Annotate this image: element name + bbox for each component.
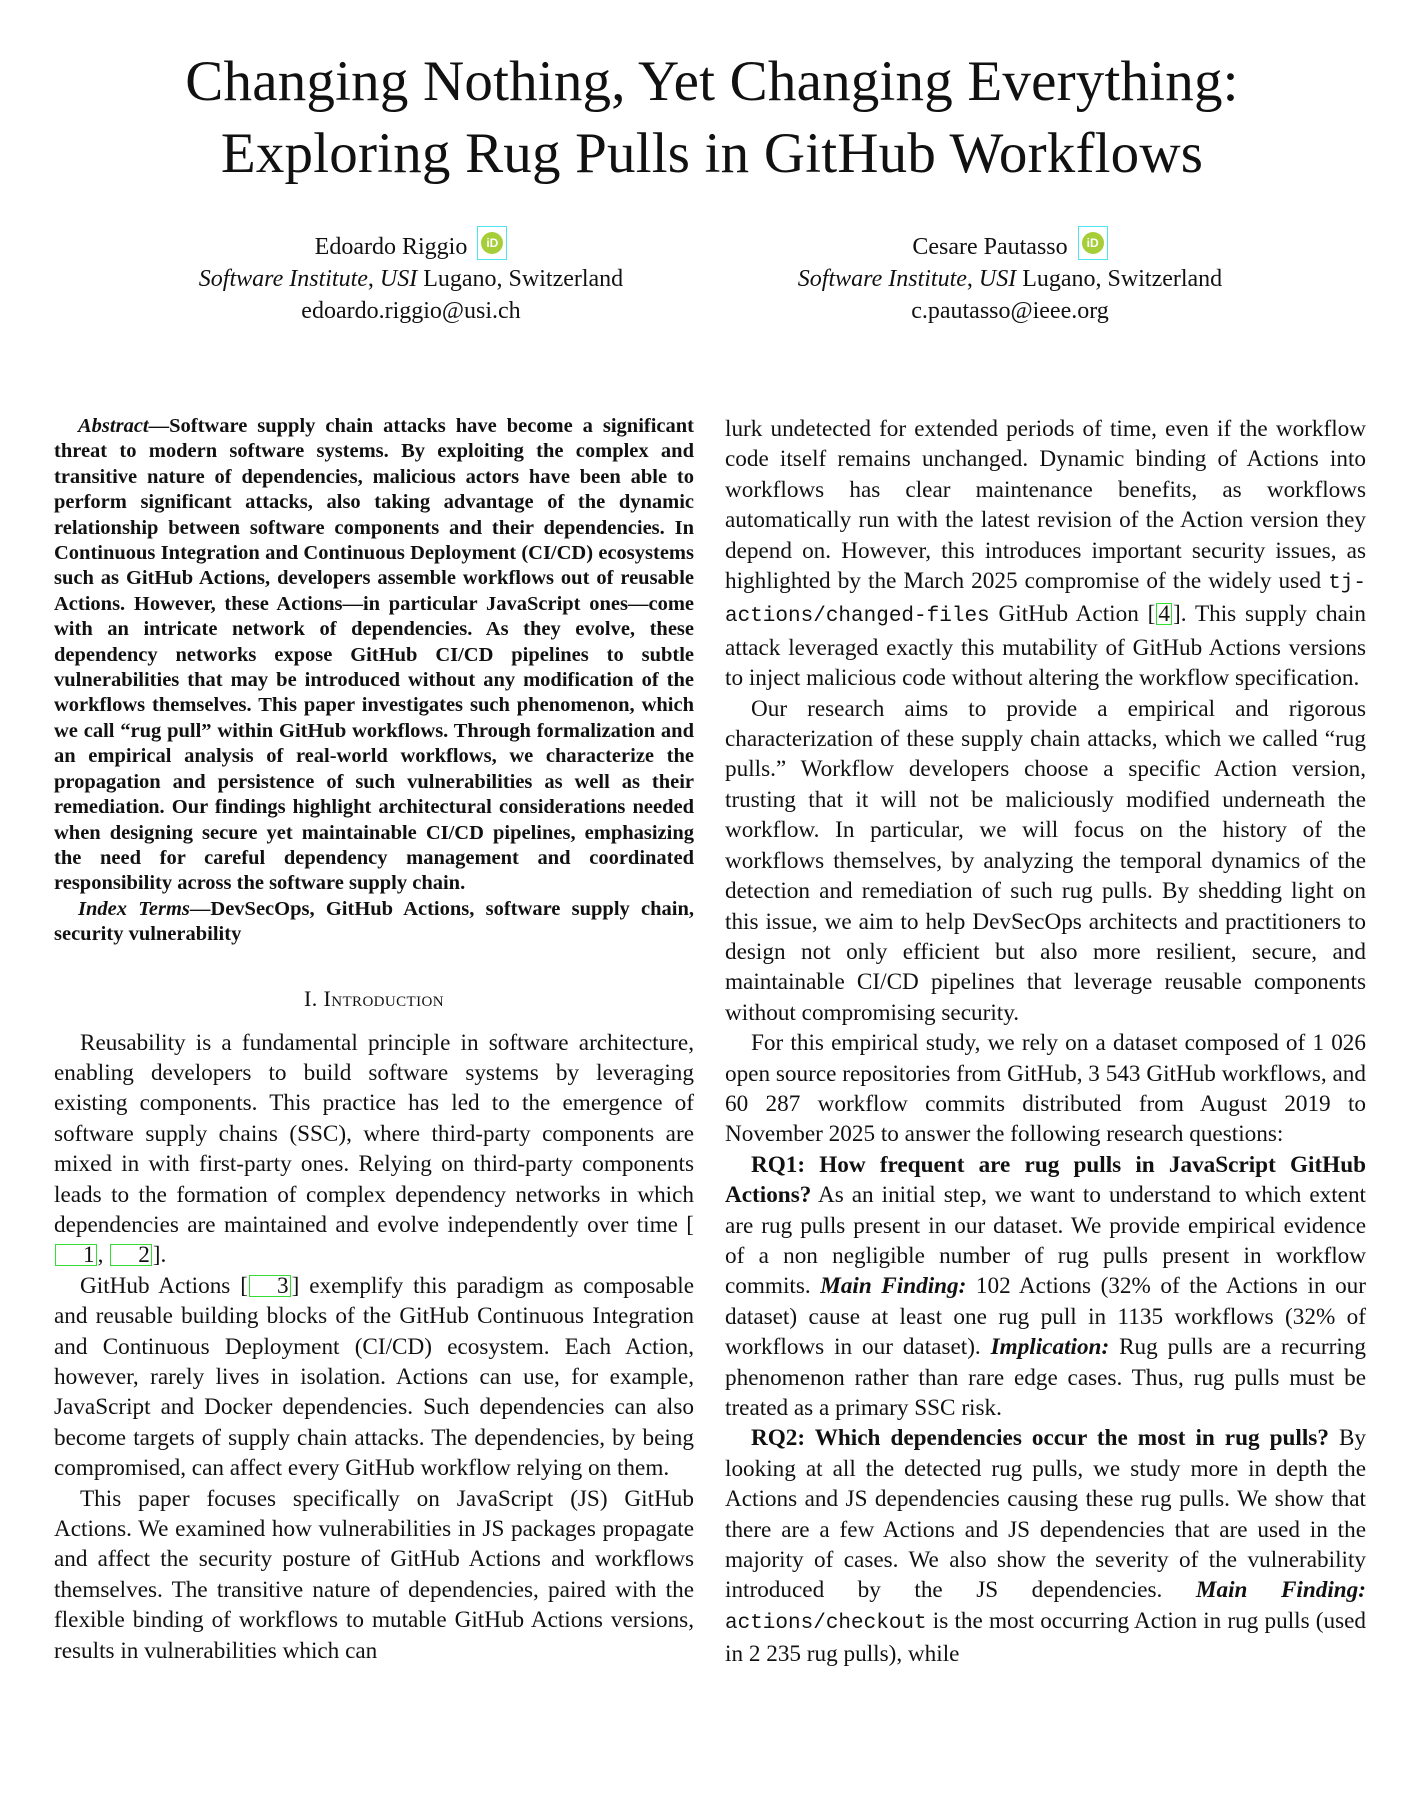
intro-paragraph-2: GitHub Actions [ 3 ] exemplify this paradigm as composable and reusable building blocks of the GitHub Continuous Integration and Continuous Deployment (CI/CD) ecosystem. Each Action, however, rarely lives in isolation. Actions can use, for example, JavaScript and Docker dependencies. Such dependencies can also become targets of supply chain attacks. The dependencies, by being compromised, can affect every GitHub workflow relying on them.	[54, 1272, 694, 1482]
rq2-main-finding-label: Main Finding:	[1195, 1577, 1366, 1604]
author-email: c.pautasso@ieee.org	[911, 298, 1109, 324]
code-actions-checkout: actions/checkout	[725, 1611, 927, 1635]
orcid-icon[interactable]: iD	[477, 226, 507, 260]
rq1-implication-label: Implication:	[990, 1334, 1110, 1361]
abstract-label: Abstract	[78, 415, 149, 437]
author-name: Cesare Pautasso	[912, 234, 1068, 260]
intro-paragraph-1: Reusability is a fundamental principle in software architecture, enabling developers to build software systems by leveraging existing components. This practice has led to the emergence of software supply chains (SSC), where third-party components are mixed in with first-party ones. Relying on third-party components leads to the formation of complex dependency networks in which dependencies are maintained and evolve independently over time [1 , 2 ].	[54, 1029, 694, 1269]
author-name: Edoardo Riggio	[314, 234, 468, 260]
rq2-paragraph: RQ2: Which dependencies occur the most in rug pulls? By looking at all the detected rug pulls, we study more in depth the Actions and JS dependencies causing these rug pulls. We show that there are a few Actions and JS dependencies that are used in the majority of cases. We also show the severity of the vulnerability introduced by the JS dependencies. Main Finding: actions/checkout is the most occurring Action in rug pulls (used in 2 235 rug pulls), while	[725, 1425, 1367, 1668]
citation-link[interactable]: 1	[55, 1244, 97, 1266]
title-line-1: Changing Nothing, Yet Changing Everything:	[185, 50, 1239, 113]
intro-paragraph-3: This paper focuses specifically on JavaScript (JS) GitHub Actions. We examined how vulnerabilities in JS packages propagate and affect the security posture of GitHub Actions and workflows themselves. The transitive nature of dependencies, paired with the flexible binding of workflows to mutable GitHub Actions versions, results in vulnerabilities which can	[54, 1485, 694, 1664]
paper-title	[0, 46, 1424, 190]
citation-link[interactable]: 4	[1158, 601, 1170, 628]
rq2-question: RQ2: Which dependencies occur the most in rug pulls?	[751, 1425, 1329, 1452]
intro-paragraph-4: Our research aims to provide a empirical and rigorous characterization of these supply chain attacks, which we called “rug pulls.” Workflow developers choose a specific Action version, trusting that it will not be maliciously modified underneath the workflow. In particular, we will focus on the history of the workflows themselves, by analyzing the temporal dynamics of the detection and remediation of such rug pulls. By shedding light on this issue, we aim to help DevSecOps architects and practitioners to design not only efficient but also more resilient, secure, and maintainable CI/CD pipelines that leverage reusable components without compromising security.	[725, 695, 1366, 1026]
orcid-icon[interactable]: iD	[1078, 226, 1108, 260]
right-column	[725, 414, 1366, 1670]
author-block-2	[710, 226, 1310, 327]
abstract: Abstract—Software supply chain attacks have become a significant threat to modern software systems. By exploiting the complex and transitive nature of dependencies, malicious actors have been able to perform significant attacks, also taking advantage of the dynamic relationship between software components and their dependencies. In Continuous Integration and Continuous Deployment (CI/CD) ecosystems such as GitHub Actions, developers assemble workflows out of reusable Actions. However, these Actions—in particular JavaScript ones—come with an intricate network of dependencies. As they evolve, these dependency networks expose GitHub CI/CD pipelines to subtle vulnerabilities that may be introduced without any modification of the workflows themselves. This paper investigates such phenomenon, which we call “rug pull” within GitHub workflows. Through formalization and an empirical analysis of real-world workflows, we characterize the propagation and persistence of such vulnerabilities as well as their remediation. Our findings highlight architectural considerations needed when designing secure yet maintainable CI/CD pipelines, emphasizing the need for careful dependency management and coordinated responsibility across the software supply chain.	[54, 415, 694, 895]
intro-paragraph-5: For this empirical study, we rely on a dataset composed of 1 026 open source repositories from GitHub, 3 543 GitHub workflows, and 60 287 workflow commits distributed from August 2019 to November 2025 to answer the following research questions:	[725, 1030, 1366, 1148]
section-heading-introduction: I. Introduction	[304, 985, 444, 1011]
author-affiliation: Software Institute, USI Lugano, Switzerland	[797, 266, 1223, 292]
abstract-text: Software supply chain attacks have become a significant threat to modern software systems. By exploiting the complex and transitive nature of dependencies, malicious actors have been able to perform significant attacks, also taking advantage of the dynamic relationship between software components and their dependencies. In Continuous Integration and Continuous Deployment (CI/CD) ecosystems such as GitHub Actions, developers assemble workflows out of reusable Actions. However, these Actions—in particular JavaScript ones—come with an intricate network of dependencies. As they evolve, these dependency networks expose GitHub CI/CD pipelines to subtle vulnerabilities that may be introduced without any modification of the workflows themselves. This paper investigates such phenomenon, which we call “rug pull” within GitHub workflows. Through formalization and an empirical analysis of real-world workflows, we characterize the propagation and persistence of such vulnerabilities as well as their remediation. Our findings highlight architectural considerations needed when designing secure yet maintainable CI/CD pipelines, emphasizing the need for careful dependency management and coordinated responsibility across the software supply chain.	[54, 415, 694, 895]
citation-link[interactable]: 2	[110, 1244, 152, 1266]
author-block-1	[111, 226, 711, 327]
index-terms: Index Terms—DevSecOps, GitHub Actions, software supply chain, security vulnerability	[54, 897, 695, 946]
code-tj-actions: tj-actions/changed-files	[725, 572, 1366, 629]
left-column	[54, 414, 694, 1666]
rq1-main-finding-label: Main Finding:	[820, 1273, 967, 1300]
index-terms-label: Index Terms	[78, 897, 190, 920]
index-terms-text: DevSecOps, GitHub Actions, software supply chain, security vulnerability	[54, 897, 695, 946]
citation-link[interactable]: 3	[249, 1275, 291, 1297]
intro-paragraph-3-continued: lurk undetected for extended periods of time, even if the workflow code itself remains unchanged. Dynamic binding of Actions into workflows has clear maintenance benefits, as workflows automatically run with the latest revision of the Action version they depend on. However, this introduces important security issues, as highlighted by the March 2025 compromise of the widely used tj-actions/changed-files GitHub Action [ 4 ]. This supply chain attack leveraged exactly this mutability of GitHub Actions versions to inject malicious code without altering the workflow specification.	[725, 416, 1366, 692]
rq1-paragraph: RQ1: How frequent are rug pulls in JavaScript GitHub Actions? As an initial step, we want to understand to which extent are rug pulls present in our dataset. We provide empirical evidence of a non negligible number of rug pulls present in workflow commits. Main Finding: 102 Actions (32% of the Actions in our dataset) cause at least one rug pull in 1135 workflows (32% of workflows in our dataset). Implication: Rug pulls are a recurring phenomenon rather than rare edge cases. Thus, rug pulls must be treated as a primary SSC risk.	[725, 1151, 1366, 1421]
rq1-question: RQ1: How frequent are rug pulls in JavaScript GitHub Actions?	[725, 1151, 1366, 1209]
author-email: edoardo.riggio@usi.ch	[301, 298, 521, 324]
author-affiliation: Software Institute, USI Lugano, Switzerland	[198, 266, 624, 292]
title-line-2: Exploring Rug Pulls in GitHub Workflows	[220, 122, 1204, 185]
